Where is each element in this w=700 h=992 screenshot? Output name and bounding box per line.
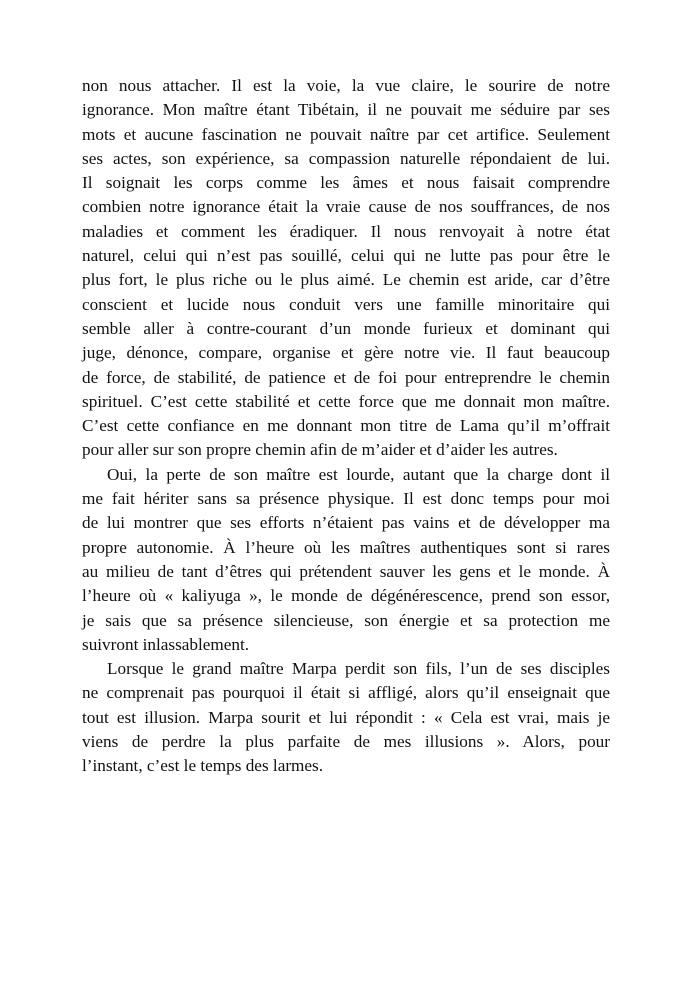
text-line: Oui, la perte de son maître est lourde, autant que la charge dont il bbox=[107, 464, 610, 484]
text-line: au milieu de tant d’êtres qui prétendent sauver les gens et le monde. À bbox=[82, 561, 610, 581]
text-line: ne comprenait pas pourquoi il était si affligé, alors qu’il enseignait que bbox=[82, 683, 610, 703]
text-line: ignorance. Mon maître étant Tibétain, il ne pouvait me séduire par ses bbox=[82, 100, 610, 120]
text-line: naturel, celui qui n’est pas souillé, celui qui ne lutte pas pour être le bbox=[82, 246, 610, 266]
text-line: de lui montrer que ses efforts n’étaient pas vains et de développer ma bbox=[82, 513, 610, 533]
text-line: conscient et lucide nous conduit vers une famille minoritaire qui bbox=[82, 294, 610, 314]
paragraph bbox=[82, 74, 610, 463]
text-line: de force, de stabilité, de patience et de foi pour entreprendre le chemin bbox=[82, 367, 610, 387]
text-line: non nous attacher. Il est la voie, la vue claire, le sourire de notre bbox=[82, 76, 610, 95]
document-page bbox=[82, 74, 610, 779]
text-line: ses actes, son expérience, sa compassion naturelle répondaient de lui. bbox=[82, 148, 610, 168]
text-line: maladies et comment les éradiquer. Il nous renvoyait à notre état bbox=[82, 221, 610, 241]
text-line: propre autonomie. À l’heure où les maîtres authentiques sont si rares bbox=[82, 537, 610, 557]
text-line: plus fort, le plus riche ou le plus aimé. Le chemin est aride, car d’être bbox=[82, 270, 610, 290]
text-line: mots et aucune fascination ne pouvait naître par cet artifice. Seulement bbox=[82, 124, 610, 144]
text-line: pour aller sur son propre chemin afin de m’aider et d’aider les autres. bbox=[82, 440, 558, 460]
text-line: tout est illusion. Marpa sourit et lui répondit : « Cela est vrai, mais je bbox=[82, 707, 610, 727]
text-line: je sais que sa présence silencieuse, son énergie et sa protection me bbox=[82, 610, 610, 630]
text-line: viens de perdre la plus parfaite de mes illusions ». Alors, pour bbox=[82, 732, 610, 752]
text-line: juge, dénonce, compare, organise et gère notre vie. Il faut beaucoup bbox=[82, 343, 610, 363]
text-line: l’heure où « kaliyuga », le monde de dégénérescence, prend son essor, bbox=[82, 586, 610, 606]
text-line: Lorsque le grand maître Marpa perdit son fils, l’un de ses disciples bbox=[107, 659, 610, 679]
text-line: combien notre ignorance était la vraie cause de nos souffrances, de nos bbox=[82, 197, 610, 217]
text-line: l’instant, c’est le temps des larmes. bbox=[82, 756, 324, 776]
text-line: suivront inlassablement. bbox=[82, 634, 250, 654]
text-line: semble aller à contre-courant d’un monde furieux et dominant qui bbox=[82, 318, 610, 338]
paragraph bbox=[82, 657, 610, 778]
paragraph bbox=[82, 463, 610, 657]
text-line: spirituel. C’est cette stabilité et cette force que me donnait mon maître. bbox=[82, 391, 610, 411]
text-line: C’est cette confiance en me donnant mon titre de Lama qu’il m’offrait bbox=[82, 416, 610, 436]
text-line: me fait hériter sans sa présence physique. Il est donc temps pour moi bbox=[82, 489, 610, 509]
text-line: Il soignait les corps comme les âmes et nous faisait comprendre bbox=[82, 173, 610, 193]
